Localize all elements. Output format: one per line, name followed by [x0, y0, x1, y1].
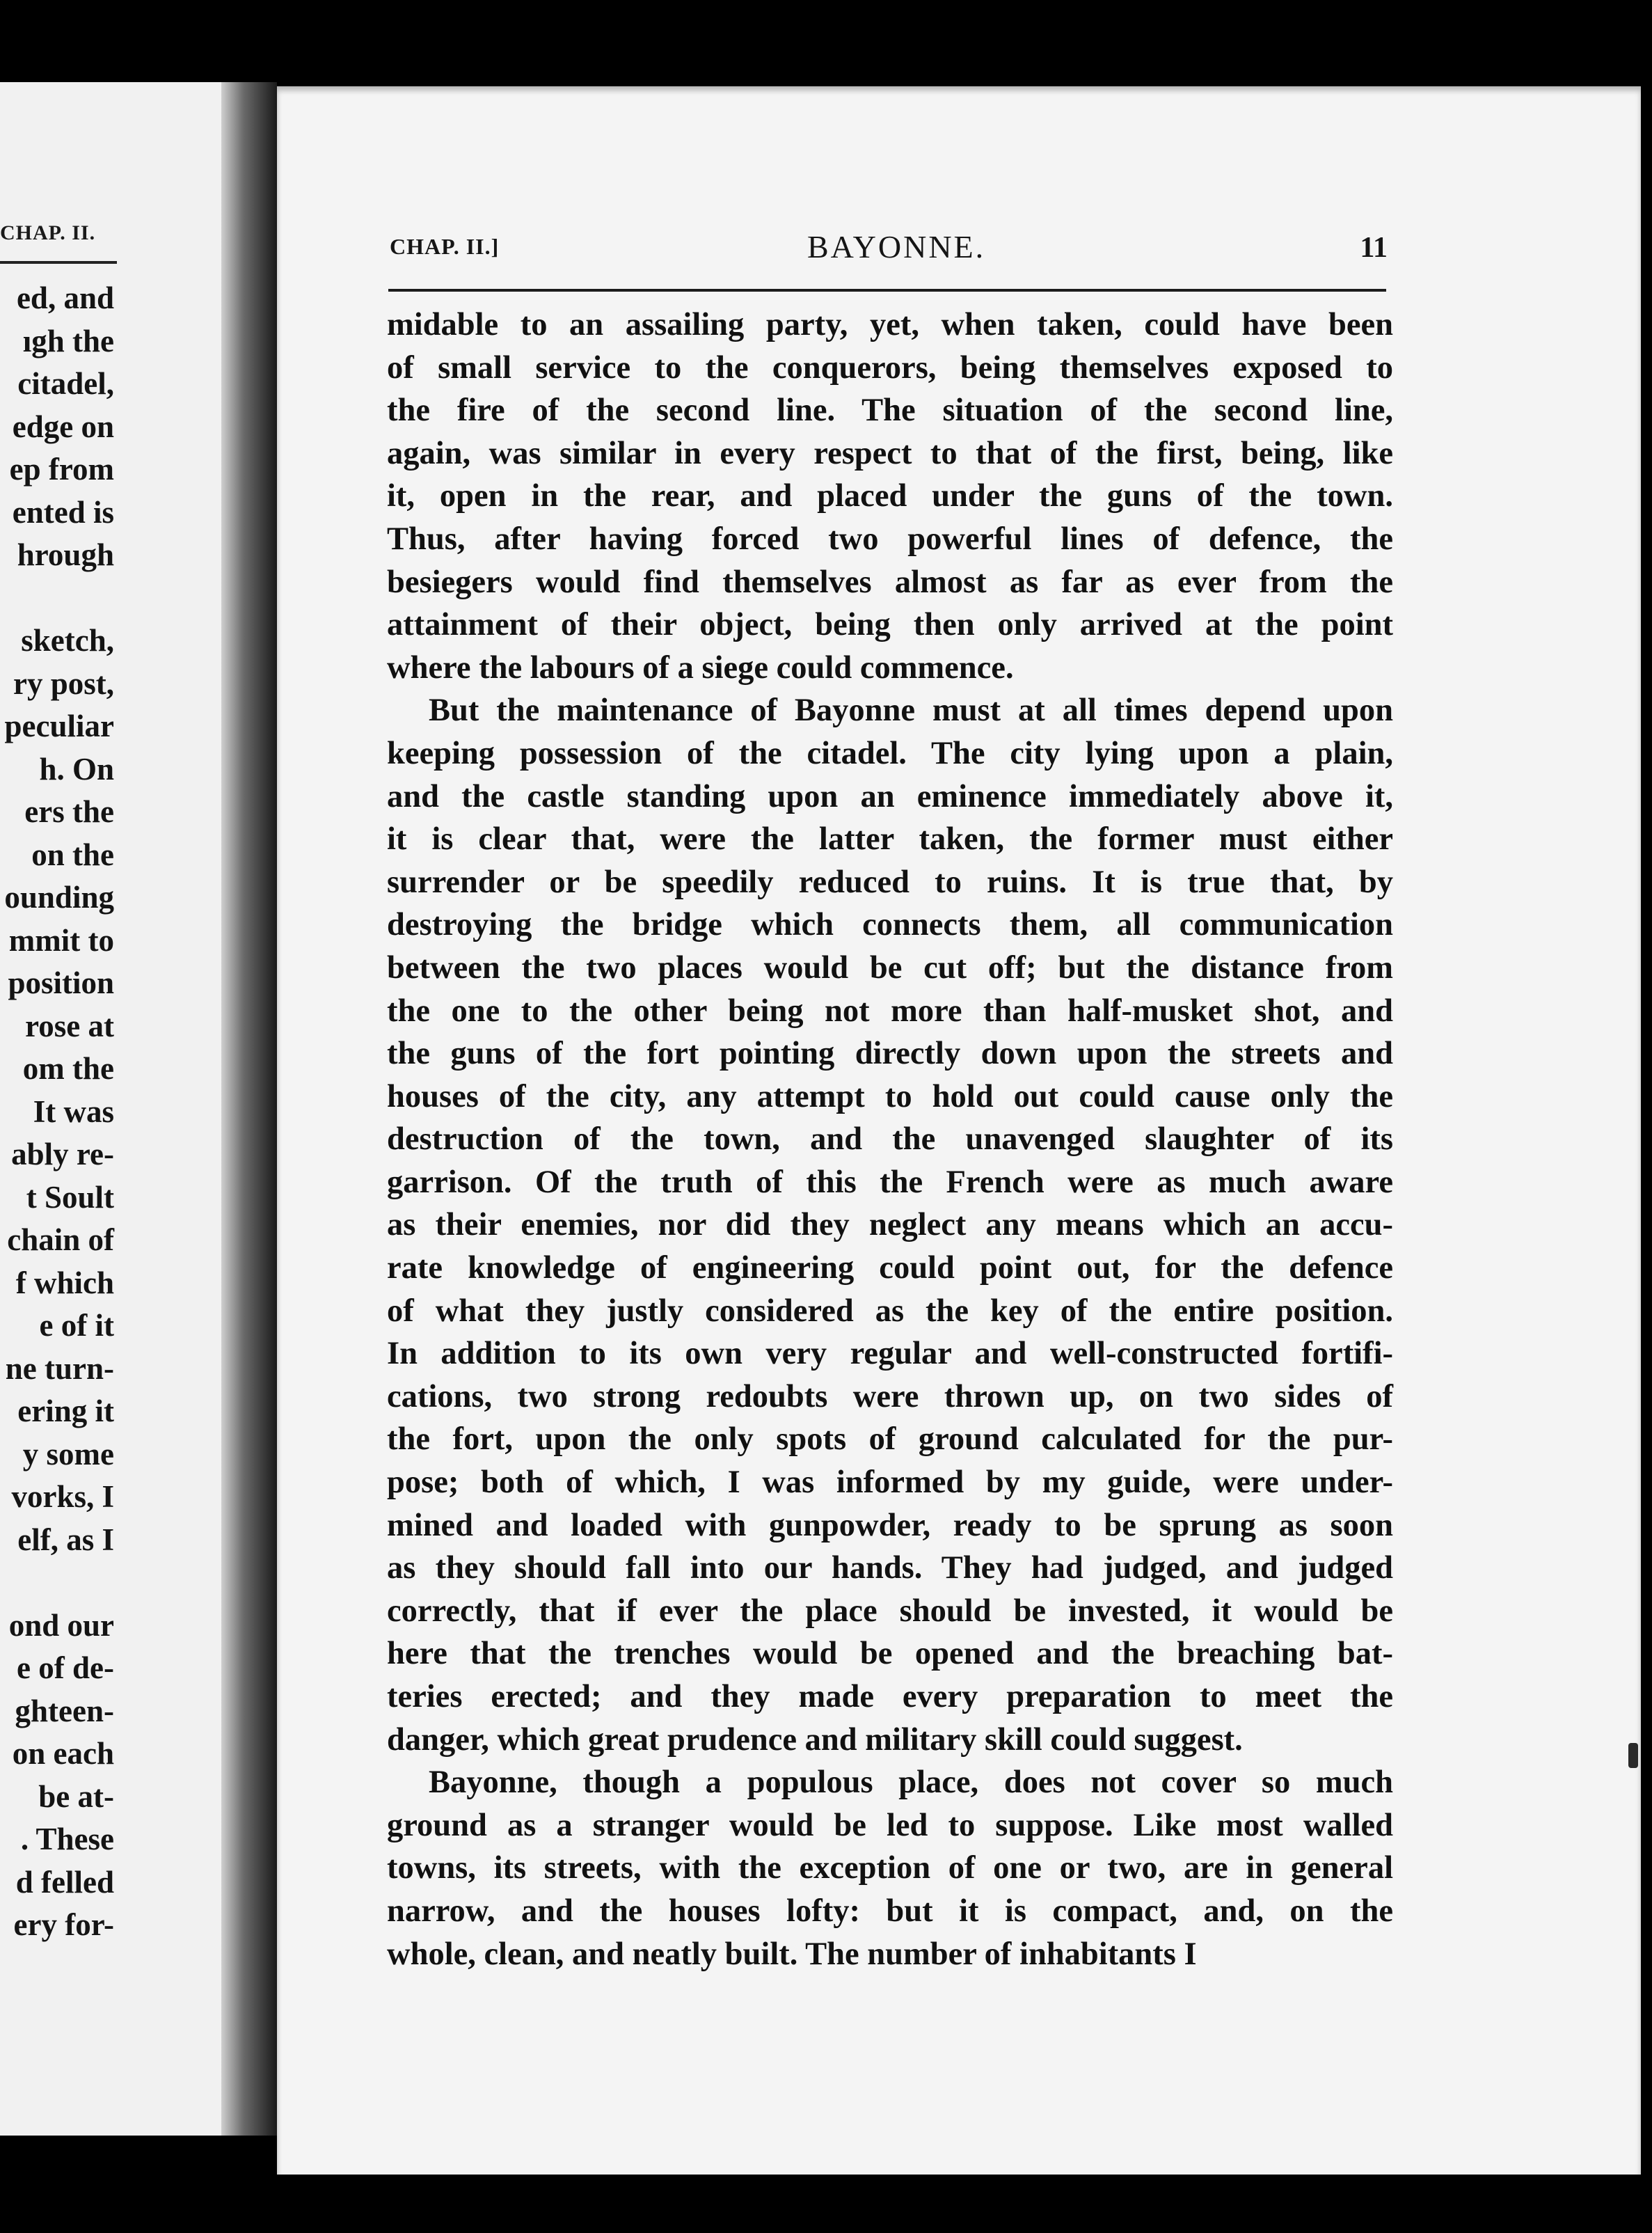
left-text-line: vorks, I: [11, 1479, 114, 1514]
left-text-line: ghteen-: [15, 1693, 114, 1728]
text-line: keeping possession of the citadel. The city lying upon a plain,: [387, 735, 1393, 771]
text-line: attainment of their object, being then only arrived at the point: [387, 607, 1393, 643]
text-line: the guns of the fort pointing directly down upon the streets and: [387, 1036, 1393, 1072]
page-edge-mark: [1628, 1743, 1638, 1768]
left-text-line: elf, as I: [17, 1522, 114, 1557]
text-line: teries erected; and they made every preparation to meet the: [387, 1679, 1393, 1714]
left-text-line: It was: [33, 1094, 114, 1129]
text-line: the fort, upon the only spots of ground calculated for the pur-: [387, 1421, 1393, 1458]
text-line: destruction of the town, and the unavenged slaughter of its: [387, 1121, 1393, 1158]
left-text-line: . These: [20, 1822, 114, 1856]
text-line: again, was similar in every respect to that of the first, being, like: [387, 435, 1393, 471]
left-text-line: ery for-: [13, 1907, 114, 1942]
running-title: BAYONNE.: [807, 229, 986, 265]
text-line: pose; both of which, I was informed by my guide, were under-: [387, 1465, 1393, 1501]
text-line: besiegers would find themselves almost as far as ever from the: [387, 564, 1393, 600]
text-line: danger, which great prudence and military skill could suggest.: [387, 1721, 1243, 1758]
left-text-line: position: [8, 965, 114, 1000]
left-text-line: ounding: [4, 880, 114, 915]
chapter-label: CHAP. II.]: [390, 234, 500, 259]
page-number: 11: [1360, 232, 1388, 264]
header-rule: [388, 289, 1386, 292]
left-text-line: e of it: [39, 1308, 114, 1343]
left-text-line: ably re-: [11, 1137, 114, 1171]
left-text-line: be at-: [38, 1778, 114, 1814]
left-text-line: edge on: [12, 409, 114, 444]
left-text-line: rose at: [25, 1008, 114, 1043]
text-line: as their enemies, nor did they neglect any means which an accu-: [387, 1207, 1393, 1243]
left-text-line: f which: [15, 1265, 114, 1300]
left-text-line: om the: [22, 1051, 114, 1086]
left-text-line: d felled: [15, 1864, 114, 1900]
text-line: where the labours of a siege could commence.: [387, 649, 1014, 686]
left-text-line: ented is: [12, 494, 114, 530]
left-text-line: on the: [31, 837, 114, 872]
text-line: whole, clean, and neatly built. The number of inhabitants I: [387, 1936, 1197, 1972]
left-text-line: [0, 1561, 114, 1604]
text-line: ground as a stranger would be led to suppose. Like most walled: [387, 1807, 1393, 1843]
left-text-line: ne turn-: [5, 1350, 114, 1386]
left-page-text: [0, 277, 114, 1947]
text-line: it, open in the rear, and placed under the guns of the town.: [387, 478, 1393, 514]
left-text-line: sketch,: [21, 623, 114, 658]
text-line: as they should fall into our hands. They had judged, and judged: [387, 1550, 1393, 1586]
left-text-line: ering it: [17, 1394, 114, 1428]
left-page-fragment: [0, 82, 237, 2136]
text-line: In addition to its own very regular and well-constructed fortifi-: [387, 1336, 1393, 1372]
text-line: rate knowledge of engineering could point out, for the defence: [387, 1250, 1393, 1286]
left-running-header: CHAP. II.: [0, 221, 96, 244]
left-text-line: [0, 577, 114, 620]
text-line: it is clear that, were the latter taken, the former must either: [387, 821, 1393, 858]
left-text-line: h. On: [39, 751, 114, 787]
left-text-line: t Soult: [26, 1179, 114, 1215]
left-text-line: ep from: [9, 452, 114, 487]
left-text-line: e of de-: [17, 1650, 114, 1685]
text-line: destroying the bridge which connects them, all communication: [387, 907, 1393, 943]
body-text: [387, 303, 1393, 1975]
text-line: correctly, that if ever the place should be invested, it would be: [387, 1593, 1393, 1629]
text-line: Thus, after having forced two powerful lines of defence, the: [387, 521, 1393, 557]
left-text-line: ed, and: [16, 281, 114, 315]
left-text-line: ry post,: [13, 665, 114, 701]
left-text-line: y some: [22, 1436, 114, 1471]
text-line: cations, two strong redoubts were thrown up, on two sides of: [387, 1378, 1393, 1414]
text-line: here that the trenches would be opened and the breaching bat-: [387, 1636, 1393, 1672]
text-line: surrender or be speedily reduced to ruins. It is true that, by: [387, 864, 1393, 900]
text-line: mined and loaded with gunpowder, ready to be sprung as soon: [387, 1507, 1393, 1543]
left-text-line: ers the: [24, 794, 114, 829]
text-line: and the castle standing upon an eminence immediately above it,: [387, 778, 1393, 814]
book-gutter-shadow: [221, 82, 277, 2136]
left-text-line: on each: [12, 1736, 114, 1771]
text-line: houses of the city, any attempt to hold out could cause only the: [387, 1078, 1393, 1114]
text-line: between the two places would be cut off; but the distance from: [387, 949, 1393, 986]
text-line: of small service to the conquerors, being themselves exposed to: [387, 349, 1393, 386]
text-line: the fire of the second line. The situation of the second line,: [387, 393, 1393, 429]
text-line: towns, its streets, with the exception of one or two, are in general: [387, 1850, 1393, 1886]
left-text-line: chain of: [7, 1222, 114, 1257]
left-header-rule: [0, 261, 117, 264]
text-line: garrison. Of the truth of this the French were as much aware: [387, 1164, 1393, 1200]
text-line: of what they justly considered as the key of the entire position.: [387, 1293, 1393, 1329]
text-line: narrow, and the houses lofty: but it is compact, and, on the: [387, 1893, 1393, 1929]
text-line: But the maintenance of Bayonne must at all times depend upon: [429, 693, 1393, 729]
left-text-line: ond our: [8, 1607, 114, 1643]
running-header: [390, 229, 1392, 276]
left-text-line: mmit to: [8, 922, 114, 958]
text-line: the one to the other being not more than half-musket shot, and: [387, 993, 1393, 1029]
text-line: midable to an assailing party, yet, when taken, could have been: [387, 307, 1393, 342]
text-line: Bayonne, though a populous place, does not cover so much: [429, 1765, 1393, 1801]
left-text-line: hrough: [17, 537, 114, 572]
left-text-line: peculiar: [4, 709, 114, 743]
left-text-line: ıgh the: [22, 323, 114, 358]
left-text-line: citadel,: [17, 366, 114, 401]
